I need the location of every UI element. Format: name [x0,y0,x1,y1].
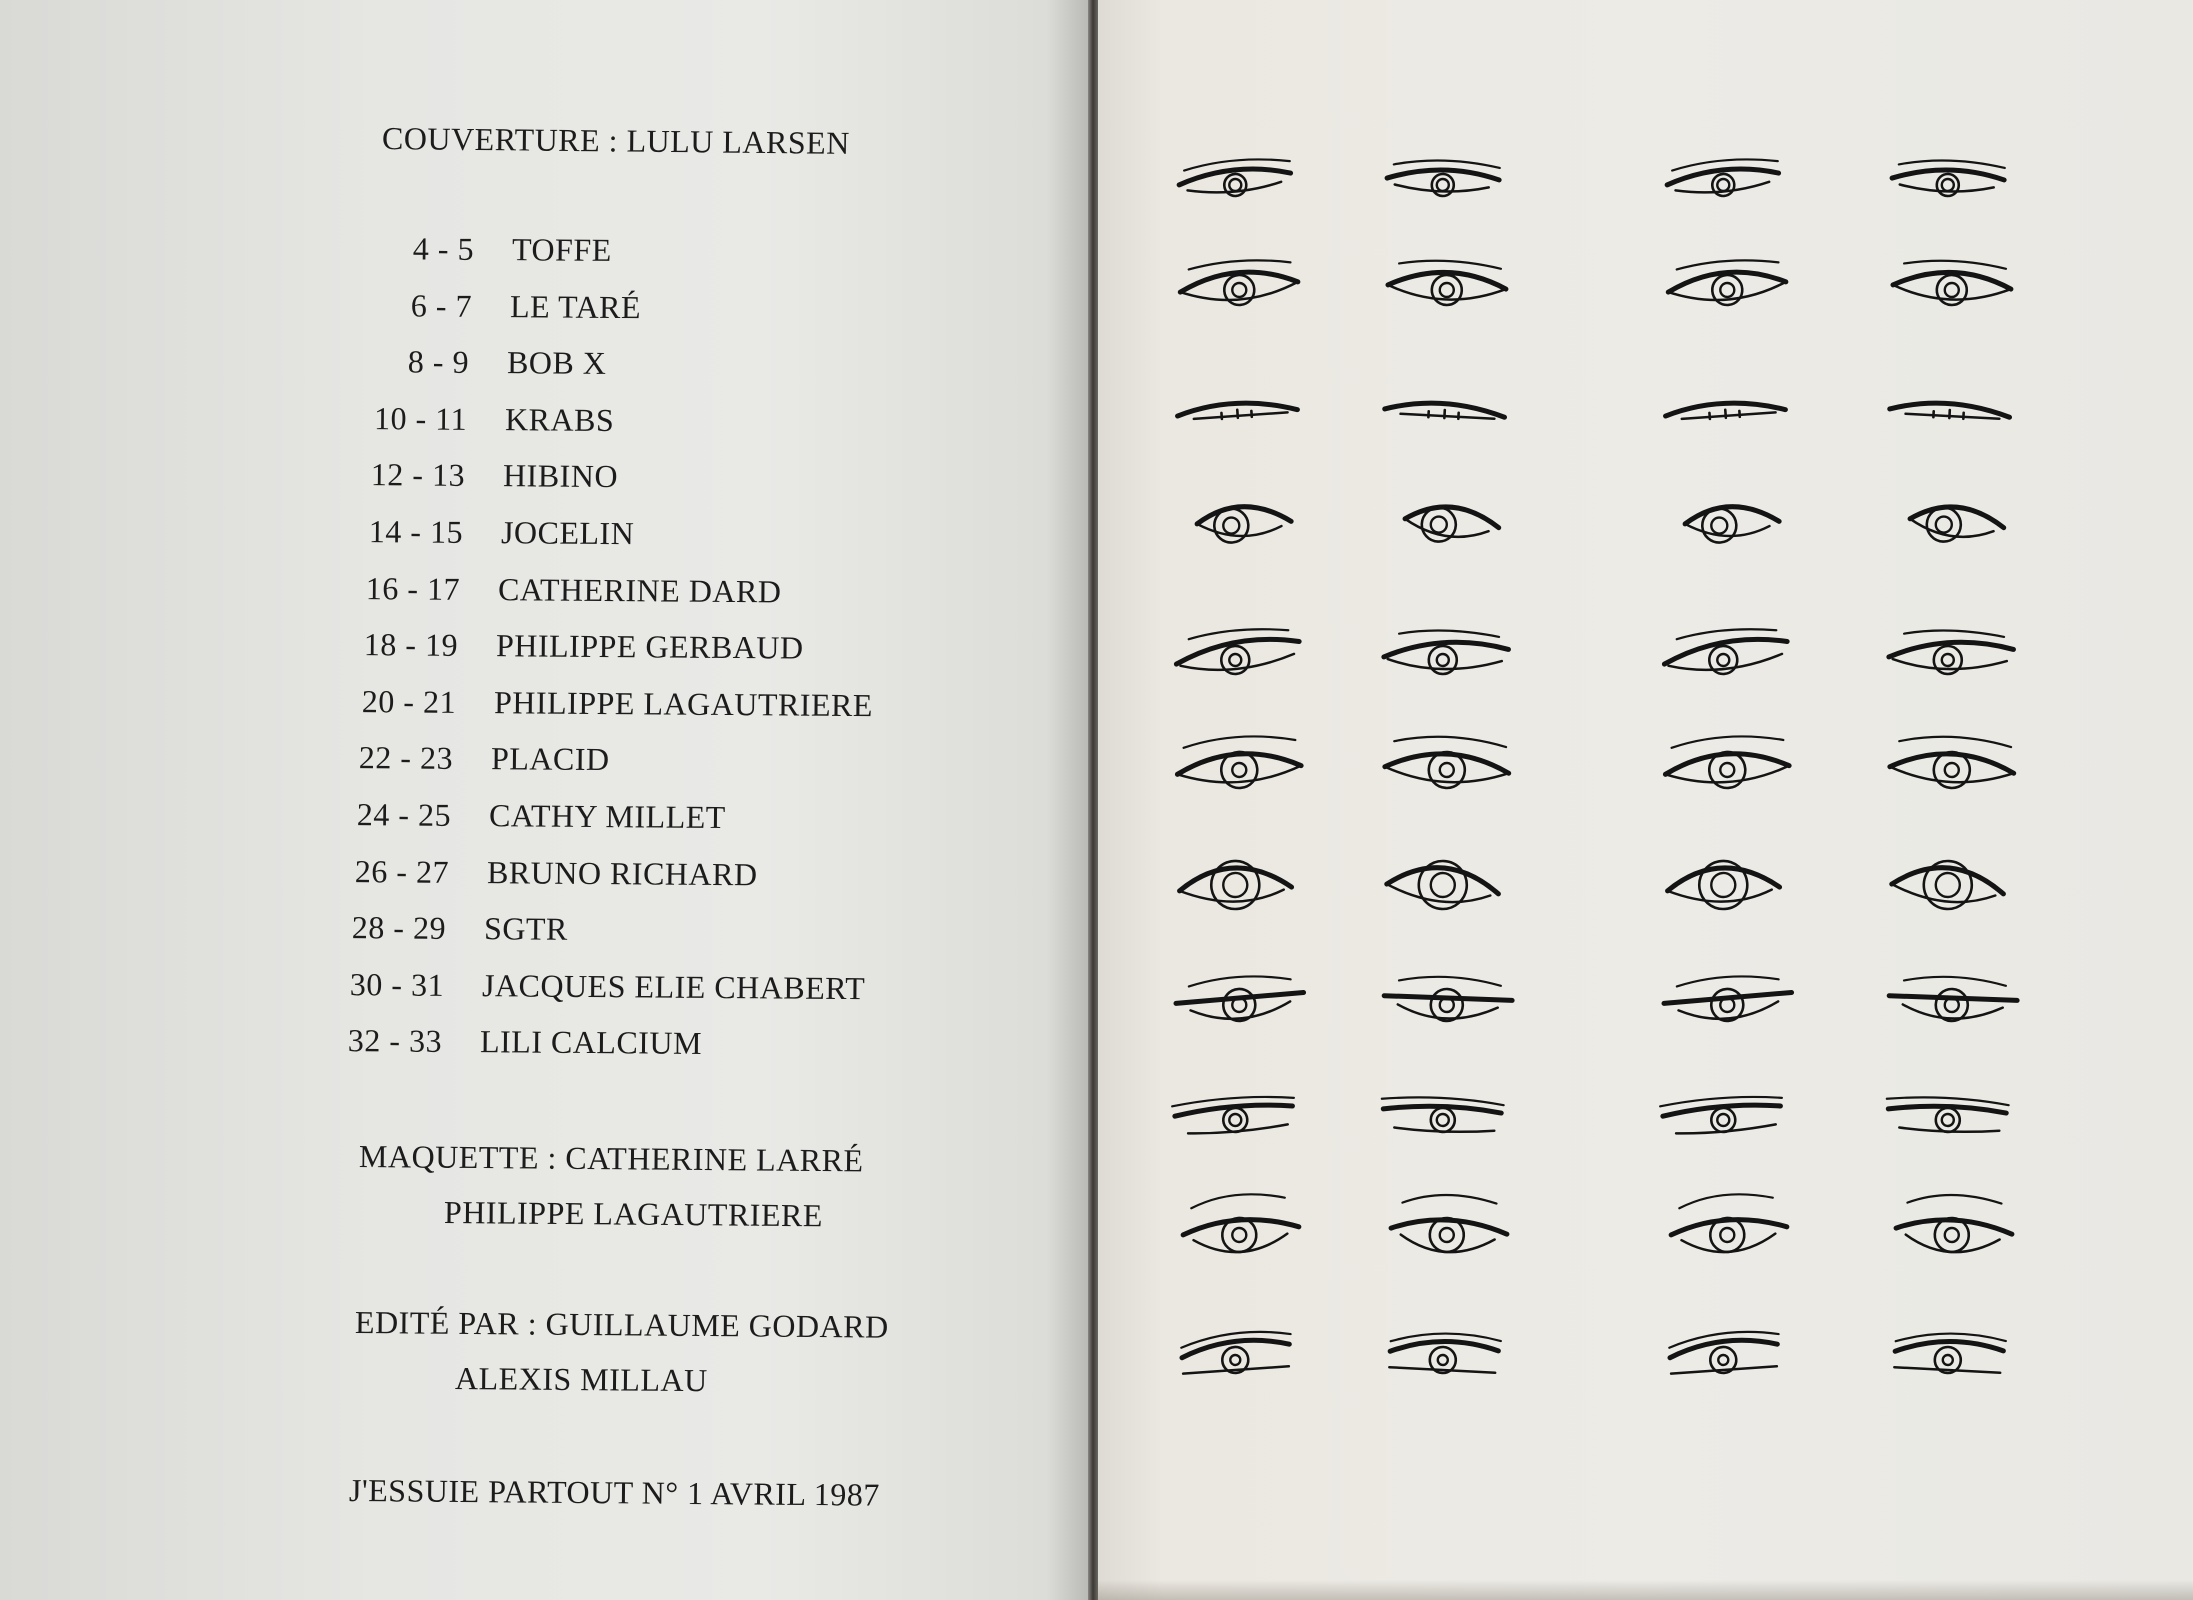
eye-drawing [1658,1080,1788,1150]
toc-page-range: 22 - 23 [359,739,454,777]
toc-artist-name: HIBINO [502,457,618,495]
toc-artist-name: CATHERINE DARD [498,570,782,609]
eye-drawing [1887,730,2017,800]
toc-artist-name: LILI CALCIUM [479,1023,702,1062]
edite-line-2: ALEXIS MILLAU [454,1360,708,1399]
eye-drawing [1378,1080,1508,1150]
toc-artist-name: LE TARÉ [509,287,641,325]
toc-artist-name: BRUNO RICHARD [486,853,758,892]
toc-page-range: 12 - 13 [370,456,465,494]
eye-drawing [1887,1195,2017,1265]
eye-drawing [1378,370,1508,440]
issue-footer: J'ESSUIE PARTOUT N° 1 AVRIL 1987 [348,1472,880,1513]
eye-drawing [1887,250,2017,320]
toc-page-range: 24 - 25 [356,796,452,833]
toc-artist-name: PLACID [491,740,611,778]
eye-drawing [1662,965,1792,1035]
eye-drawings-grid [1098,0,2193,1600]
eye-drawing [1883,845,2013,915]
eye-drawing [1174,965,1304,1035]
eye-drawing [1658,1320,1788,1390]
toc-page-range: 4 - 5 [412,230,475,267]
eye-drawing [1378,845,1508,915]
eye-drawing [1887,485,2017,555]
eye-drawing [1662,485,1792,555]
eye-drawing [1170,620,1300,690]
toc-page-range: 30 - 31 [349,965,445,1003]
eye-drawing [1382,965,1512,1035]
eye-drawing [1170,845,1300,915]
eye-drawing [1174,485,1304,555]
eye-drawing [1382,485,1512,555]
toc-artist-name: TOFFE [511,231,612,268]
toc-page-range: 32 - 33 [347,1022,442,1060]
toc-page-range: 18 - 19 [363,626,459,664]
eye-drawing [1658,620,1788,690]
toc-page-range: 8 - 9 [408,343,470,381]
eye-drawing [1170,145,1300,215]
edite-line-1: EDITÉ PAR : GUILLAUME GODARD [354,1304,889,1345]
eye-drawing [1883,1320,2013,1390]
maquette-line-2: PHILIPPE LAGAUTRIERE [443,1194,824,1234]
eye-drawing [1658,370,1788,440]
eye-drawing [1887,965,2017,1035]
toc-artist-name: PHILIPPE LAGAUTRIERE [493,683,873,723]
toc-artist-name: PHILIPPE GERBAUD [495,627,804,666]
toc-page-range: 26 - 27 [354,852,449,890]
toc-artist-name: BOB X [507,344,607,382]
eye-drawing [1658,845,1788,915]
eye-drawing [1883,620,2013,690]
eye-drawing [1662,250,1792,320]
toc-page-range: 6 - 7 [410,286,472,324]
eye-drawing [1883,145,2013,215]
eye-drawing [1658,145,1788,215]
maquette-line-1: MAQUETTE : CATHERINE LARRÉ [358,1138,864,1179]
eye-drawing [1170,1080,1300,1150]
eye-drawing [1382,1195,1512,1265]
toc-artist-name: KRABS [504,400,615,438]
eye-drawing [1174,250,1304,320]
cover-credit: COUVERTURE : LULU LARSEN [381,120,851,161]
eye-drawing [1662,730,1792,800]
toc-page-range: 10 - 11 [374,399,468,437]
toc-page-range: 20 - 21 [361,682,456,720]
toc-artist-name: SGTR [484,910,569,948]
eye-drawing [1378,145,1508,215]
eye-drawing [1174,730,1304,800]
eye-drawing [1378,620,1508,690]
eye-drawing [1662,1195,1792,1265]
eye-drawing [1382,730,1512,800]
toc-artist-name: CATHY MILLET [488,797,726,836]
eye-drawing [1883,370,2013,440]
eye-drawing [1170,370,1300,440]
eye-drawing [1174,1195,1304,1265]
toc-artist-name: JOCELIN [500,514,634,552]
toc-page-range: 14 - 15 [368,513,463,550]
toc-page-range: 16 - 17 [365,569,461,607]
eye-drawing [1378,1320,1508,1390]
toc-artist-name: JACQUES ELIE CHABERT [481,966,866,1006]
toc-page-range: 28 - 29 [352,909,447,947]
eye-drawing [1382,250,1512,320]
eye-drawing [1170,1320,1300,1390]
eye-drawing [1883,1080,2013,1150]
